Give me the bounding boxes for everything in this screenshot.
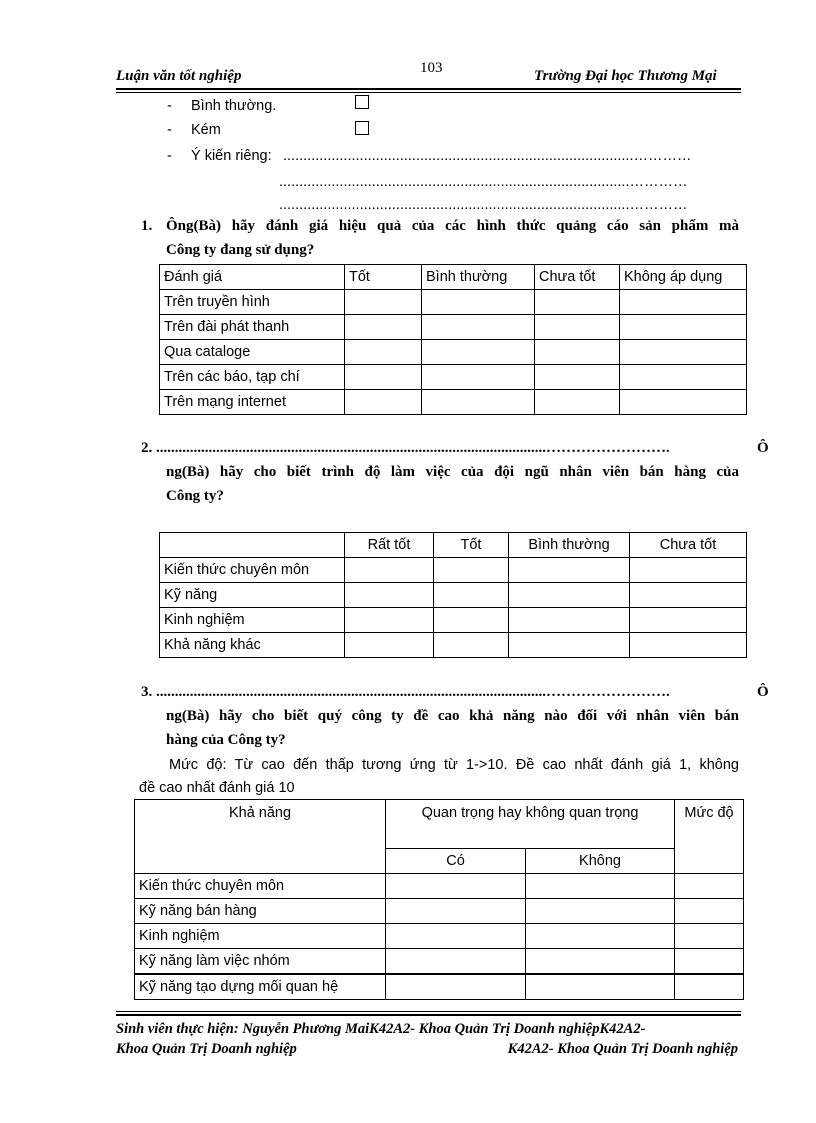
answer-cell[interactable] [526, 899, 675, 924]
answer-cell[interactable] [620, 315, 747, 340]
answer-cell[interactable] [509, 558, 630, 583]
answer-cell[interactable] [535, 390, 620, 415]
table-row [160, 315, 747, 340]
row-label: Trên mạng internet [160, 390, 345, 415]
row-label: Kinh nghiệm [135, 924, 386, 949]
header-left-title: Luận văn tốt nghiệp [116, 68, 242, 84]
answer-cell[interactable] [345, 290, 422, 315]
answer-cell[interactable] [434, 608, 509, 633]
table-header-cell: Rất tốt [345, 533, 434, 558]
answer-cell[interactable] [630, 608, 747, 633]
answer-cell[interactable] [422, 365, 535, 390]
answer-cell[interactable] [386, 949, 526, 975]
answer-cell[interactable] [434, 633, 509, 658]
q2-number: 2. [141, 440, 153, 456]
option-bullet: - [167, 98, 172, 114]
table-row [160, 583, 747, 608]
answer-cell[interactable] [386, 899, 526, 924]
row-label: Khả năng khác [160, 633, 345, 658]
answer-cell[interactable] [526, 924, 675, 949]
row-label: Trên truyền hình [160, 290, 345, 315]
q3-note-line1: Mức độ: Từ cao đến thấp tương ứng từ 1->10. Đề cao nhất đánh giá 1, không [169, 757, 739, 773]
answer-cell[interactable] [345, 608, 434, 633]
answer-cell[interactable] [526, 974, 675, 1000]
answer-cell[interactable] [620, 290, 747, 315]
answer-cell[interactable] [386, 874, 526, 899]
answer-cell[interactable] [620, 390, 747, 415]
answer-cell[interactable] [345, 633, 434, 658]
answer-cell[interactable] [345, 340, 422, 365]
row-label: Qua cataloge [160, 340, 345, 365]
table-row [135, 899, 744, 924]
row-label: Trên các báo, tạp chí [160, 365, 345, 390]
table-row [160, 365, 747, 390]
table-header-cell: Bình thường [422, 265, 535, 290]
answer-cell[interactable] [535, 290, 620, 315]
footer-line2-right: K42A2- Khoa Quản Trị Doanh nghiệp [507, 1041, 738, 1057]
table-header-cell: Chưa tốt [535, 265, 620, 290]
table-row [160, 340, 747, 365]
table-header-cell: Khả năng [135, 800, 386, 874]
table-header-row [135, 800, 744, 849]
q1-question-line1: Ông(Bà) hãy đánh giá hiệu quả của các hình thức quảng cáo sản phẩm mà [166, 218, 739, 234]
q3-question-line2: hàng của Công ty? [166, 732, 286, 748]
answer-cell[interactable] [386, 924, 526, 949]
q1-number: 1. [141, 218, 153, 234]
table-header-row [160, 265, 747, 290]
answer-cell[interactable] [422, 340, 535, 365]
answer-cell[interactable] [345, 558, 434, 583]
table-row [135, 874, 744, 899]
table-header-row [160, 533, 747, 558]
table-row [160, 558, 747, 583]
option-bullet: - [167, 148, 172, 164]
answer-cell[interactable] [630, 583, 747, 608]
header-rule-thick [116, 88, 741, 90]
table-header-cell: Mức độ [675, 800, 744, 874]
row-label: Kỹ năng tạo dựng mối quan hệ [135, 974, 386, 1000]
row-label: Kiến thức chuyên môn [160, 558, 345, 583]
q3-dots: ........................................................................................................……………………. [156, 684, 670, 700]
table-header-cell: Tốt [434, 533, 509, 558]
answer-cell[interactable] [422, 315, 535, 340]
q3-question-line1: ng(Bà) hãy cho biết quý công ty đề cao khả năng nào đối với nhân viên bán [166, 708, 739, 724]
table-header-cell: Không áp dụng [620, 265, 747, 290]
answer-cell[interactable] [535, 365, 620, 390]
table-header-cell: Không [526, 848, 675, 873]
answer-cell[interactable] [526, 874, 675, 899]
answer-cell[interactable] [675, 949, 744, 975]
row-label: Kinh nghiệm [160, 608, 345, 633]
option-poor-label: Kém [191, 122, 221, 138]
q3-initial: Ô [757, 684, 769, 700]
q2-question-line1: ng(Bà) hãy cho biết trình độ làm việc của đội ngũ nhân viên bán hàng của [166, 464, 739, 480]
answer-cell[interactable] [434, 558, 509, 583]
answer-cell[interactable] [422, 390, 535, 415]
answer-cell[interactable] [345, 315, 422, 340]
answer-cell[interactable] [620, 365, 747, 390]
answer-cell[interactable] [386, 974, 526, 1000]
answer-cell[interactable] [345, 390, 422, 415]
option-opinion-label: Ý kiến riêng: [191, 148, 272, 164]
table-row [135, 974, 744, 1000]
option-bullet: - [167, 122, 172, 138]
q3-table [134, 799, 744, 1000]
row-label: Kỹ năng bán hàng [135, 899, 386, 924]
footer-rule-thin [116, 1011, 741, 1012]
row-label: Kỹ năng làm việc nhóm [135, 949, 386, 975]
q2-dots: ........................................................................................................……………………. [156, 440, 670, 456]
answer-cell[interactable] [345, 365, 422, 390]
option-normal-checkbox[interactable] [355, 95, 369, 109]
answer-cell[interactable] [630, 558, 747, 583]
header-right-title: Trường Đại học Thương Mại [534, 68, 717, 84]
opinion-line-3[interactable]: .......................................................................................………… [279, 197, 688, 213]
answer-cell[interactable] [620, 340, 747, 365]
q1-question-line2: Công ty đang sử dụng? [166, 242, 315, 258]
table-row [135, 924, 744, 949]
footer-line1: Sinh viên thực hiện: Nguyễn Phương MaiK42A2- Khoa Quản Trị Doanh nghiệpK42A2- [116, 1021, 646, 1037]
answer-cell[interactable] [422, 290, 535, 315]
table-row [160, 608, 747, 633]
table-row [160, 390, 747, 415]
table-header-cell: Đánh giá [160, 265, 345, 290]
q3-note-line2: đề cao nhất đánh giá 10 [139, 780, 295, 796]
answer-cell[interactable] [345, 583, 434, 608]
row-label: Kỹ năng [160, 583, 345, 608]
q1-table [159, 264, 747, 415]
answer-cell[interactable] [509, 583, 630, 608]
q3-number: 3. [141, 684, 153, 700]
answer-cell[interactable] [630, 633, 747, 658]
table-row [160, 290, 747, 315]
q2-table [159, 532, 747, 658]
header-rule-thin [116, 92, 741, 93]
answer-cell[interactable] [675, 924, 744, 949]
answer-cell[interactable] [535, 315, 620, 340]
answer-cell[interactable] [509, 633, 630, 658]
table-row [135, 949, 744, 975]
option-normal-label: Bình thường. [191, 98, 277, 114]
table-header-cell: Chưa tốt [630, 533, 747, 558]
q2-question-line2: Công ty? [166, 488, 224, 504]
page-number: 103 [420, 60, 443, 76]
opinion-line-2[interactable]: .......................................................................................………… [279, 174, 688, 190]
answer-cell[interactable] [535, 340, 620, 365]
q2-initial: Ô [757, 440, 769, 456]
footer-line2-left: Khoa Quản Trị Doanh nghiệp [116, 1041, 297, 1057]
answer-cell[interactable] [526, 949, 675, 975]
table-row [160, 633, 747, 658]
answer-cell[interactable] [675, 874, 744, 899]
answer-cell[interactable] [509, 608, 630, 633]
answer-cell[interactable] [434, 583, 509, 608]
table-header-cell: Tốt [345, 265, 422, 290]
answer-cell[interactable] [675, 899, 744, 924]
table-header-cell: Có [386, 848, 526, 873]
table-header-cell: Bình thường [509, 533, 630, 558]
footer-rule-thick [116, 1014, 741, 1016]
opinion-line-1[interactable]: .......................................................................................………… [283, 148, 692, 164]
row-label: Trên đài phát thanh [160, 315, 345, 340]
row-label: Kiến thức chuyên môn [135, 874, 386, 899]
option-poor-checkbox[interactable] [355, 121, 369, 135]
table-header-cell [160, 533, 345, 558]
table-header-cell: Quan trọng hay không quan trọng [386, 800, 675, 849]
answer-cell[interactable] [675, 974, 744, 1000]
